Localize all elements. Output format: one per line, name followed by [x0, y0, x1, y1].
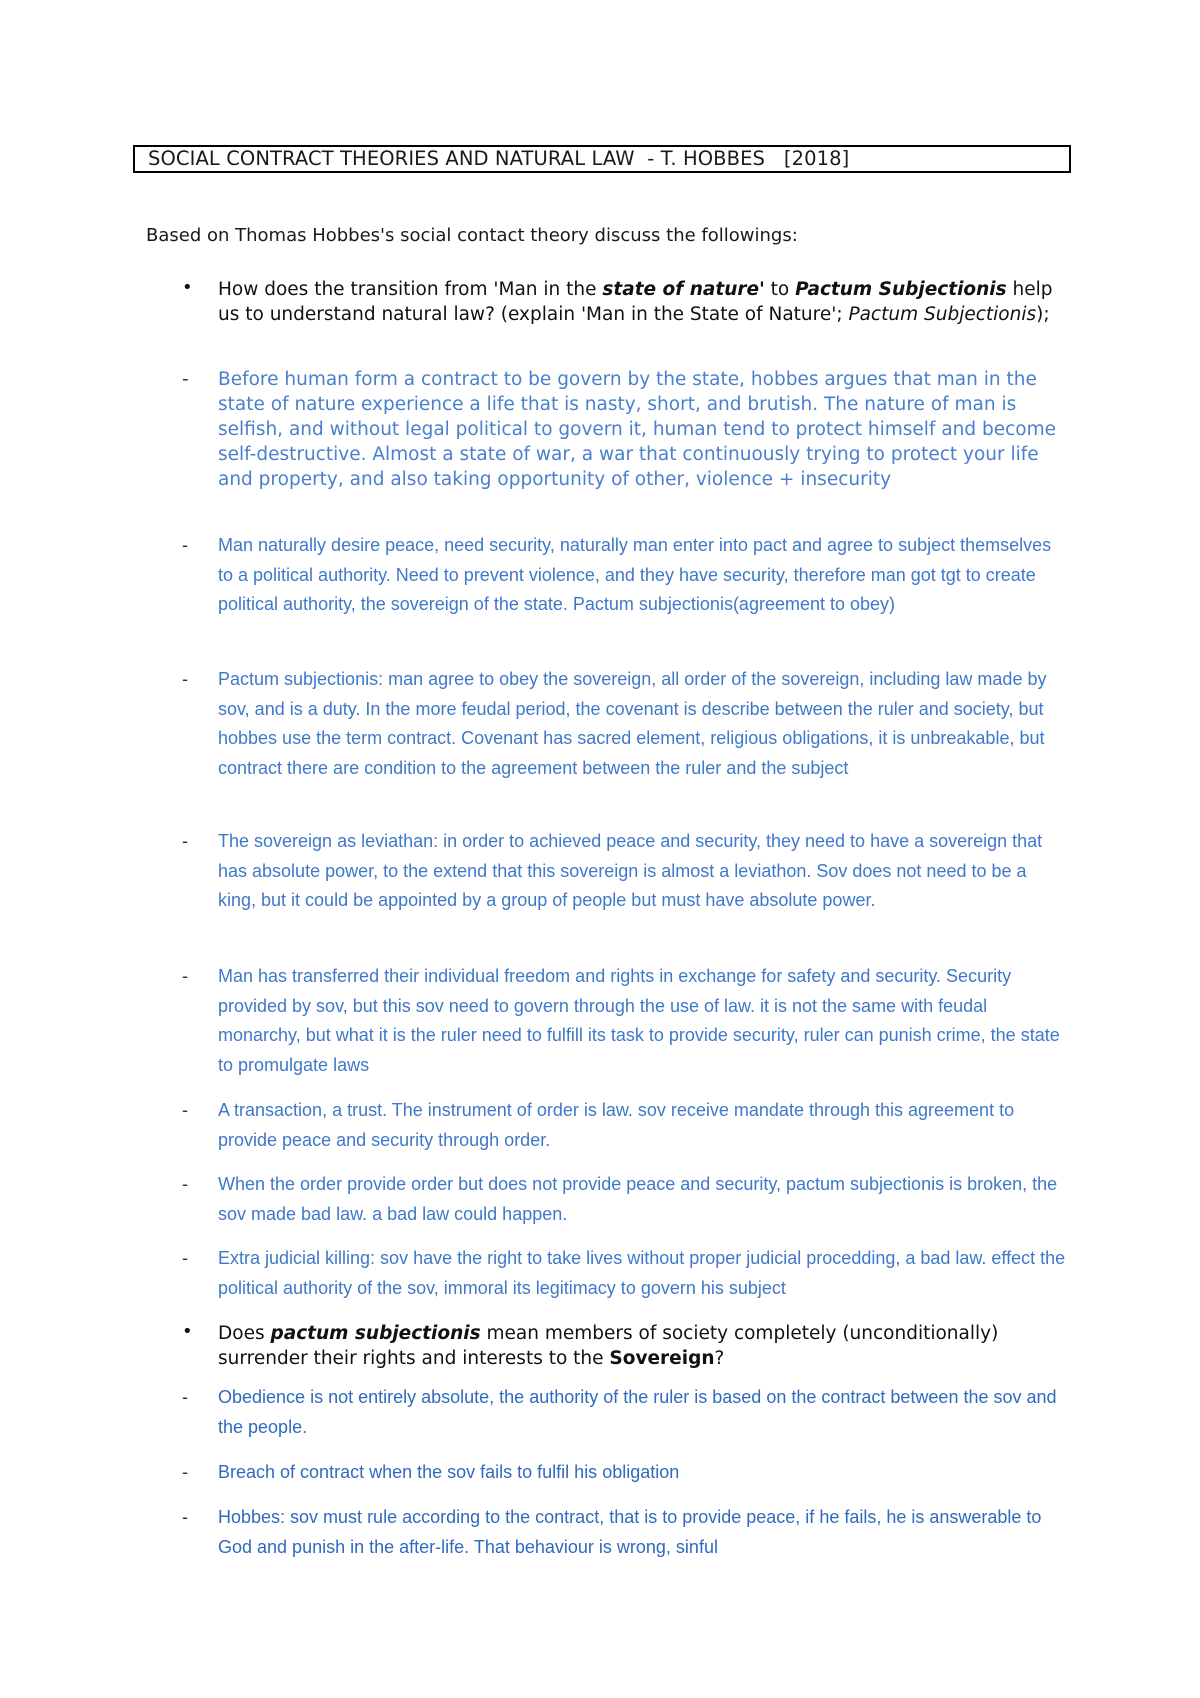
answer-1-7: - When the order provide order but does not provide peace and security, pactum subjectionis is broken, the sov made bad law. a bad law could happen. — [218, 1170, 1068, 1229]
answer-2-2: - Breach of contract when the sov fails to fulfil his obligation — [218, 1458, 1068, 1488]
dash-marker: - — [182, 1387, 188, 1407]
intro-text: Based on Thomas Hobbes's social contact theory discuss the followings: — [146, 225, 798, 246]
bullet-marker: • — [182, 277, 193, 298]
answer-1-2: - Man naturally desire peace, need security, naturally man enter into pact and agree to subject themselves to a political authority. Need to prevent violence, and they have security, therefore man got tgt to create political authority, the sovereign of the state. Pactum subjectionis(agreement to obey) — [218, 531, 1068, 620]
document-title: SOCIAL CONTRACT THEORIES AND NATURAL LAW - T. HOBBES [2018] — [133, 145, 1071, 173]
answer-1-6: - A transaction, a trust. The instrument of order is law. sov receive mandate through this agreement to provide peace and security through order. — [218, 1096, 1068, 1155]
answer-2-3: - Hobbes: sov must rule according to the contract, that is to provide peace, if he fails, he is answerable to God and punish in the after-life. That behaviour is wrong, sinful — [218, 1503, 1068, 1562]
dash-marker: - — [182, 1100, 188, 1120]
dash-marker: - — [182, 369, 189, 390]
dash-marker: - — [182, 831, 188, 851]
answer-2-1: - Obedience is not entirely absolute, the authority of the ruler is based on the contract between the sov and the people. — [218, 1383, 1068, 1442]
dash-marker: - — [182, 1174, 188, 1194]
question-1: • How does the transition from 'Man in the state of nature' to Pactum Subjectionis help us to understand natural law? (explain 'Man in the State of Nature'; Pactum Subjectionis); — [182, 277, 1053, 325]
dash-marker: - — [182, 1248, 188, 1268]
dash-marker: - — [182, 1507, 188, 1527]
answer-1-3: - Pactum subjectionis: man agree to obey the sovereign, all order of the sovereign, including law made by sov, and is a duty. In the more feudal period, the covenant is describe between the ruler and society, but hobbes use the term contract. Covenant has sacred element, religious obligations, it is unbreakable, but contract there are condition to the agreement between the ruler and the subject — [218, 665, 1068, 783]
dash-marker: - — [182, 966, 188, 986]
question-2: • Does pactum subjectionis mean members of society completely (unconditionally) surrender their rights and interests to the Sovereign? — [182, 1321, 999, 1369]
answer-1-1: - Before human form a contract to be govern by the state, hobbes argues that man in the state of nature experience a life that is nasty, short, and brutish. The nature of man is selfish, and without legal political to govern it, human tend to protect himself and become self-destructive. Almost a state of war, a war that continuously trying to protect your life and property, and also taking opportunity of other, violence + insecurity — [182, 369, 1057, 490]
dash-marker: - — [182, 535, 188, 555]
dash-marker: - — [182, 1462, 188, 1482]
dash-marker: - — [182, 669, 188, 689]
answer-1-5: - Man has transferred their individual freedom and rights in exchange for safety and security. Security provided by sov, but this sov need to govern through the use of law. it is not the same with feudal monarchy, but what it is the ruler need to fulfill its task to provide security, ruler can punish crime, the state to promulgate laws — [218, 962, 1068, 1080]
answer-1-8: - Extra judicial killing: sov have the right to take lives without proper judicial procedding, a bad law. effect the political authority of the sov, immoral its legitimacy to govern his subject — [218, 1244, 1068, 1303]
answer-1-4: - The sovereign as leviathan: in order to achieved peace and security, they need to have a sovereign that has absolute power, to the extend that this sovereign is almost a leviathon. Sov does not need to be a king, but it could be appointed by a group of people but must have absolute power. — [218, 827, 1068, 916]
bullet-marker: • — [182, 1321, 193, 1342]
